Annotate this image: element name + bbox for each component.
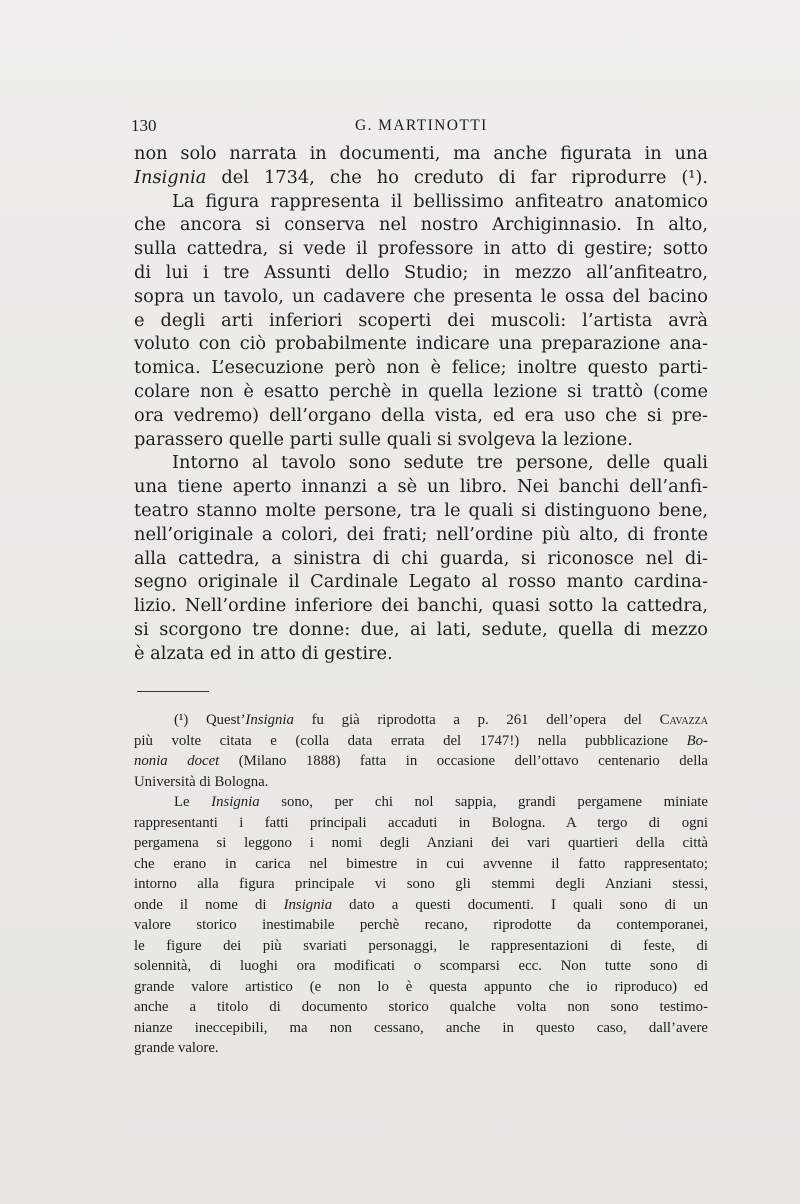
- footnote-line: più volte citata e (colla data errata del 1747!) nella pubblicazione Bo-: [134, 732, 708, 749]
- body-line: La figura rappresenta il bellissimo anfiteatro anatomico: [172, 190, 708, 212]
- running-head-author: G. MARTINOTTI: [355, 117, 488, 134]
- footnote-line: pergamena si leggono i nomi degli Anziani dei vari quartieri della città: [134, 835, 708, 851]
- footnote-line: grande valore.: [134, 1040, 219, 1056]
- footnote-line: solennità, di luoghi ora modificati o scomparsi ecc. Non tutte sono di: [134, 958, 708, 974]
- body-line: ora vedremo) dell’organo della vista, ed era uso che si pre-: [134, 404, 708, 426]
- footnote-rule: [137, 691, 209, 692]
- body-line: voluto con ciò probabilmente indicare una preparazione ana-: [134, 333, 708, 355]
- body-line: non solo narrata in documenti, ma anche figurata in una: [134, 143, 708, 164]
- body-line: e degli arti inferiori scoperti dei muscoli: l’artista avrà: [134, 309, 708, 331]
- body-line: Insignia del 1734, che ho creduto di far riprodurre (¹).: [134, 166, 708, 188]
- footnotes: [134, 710, 708, 1059]
- footnote-line: che erano in carica nel bimestre in cui avvenne il fatto rappresentato;: [134, 855, 708, 872]
- body-line: sulla cattedra, si vede il professore in atto di gestire; sotto: [134, 238, 708, 260]
- footnote-line: grande valore artistico (e non lo è questa appunto che io riproduco) ed: [134, 978, 708, 995]
- body-line: teatro stanno molte persone, tra le quali si distinguono bene,: [134, 499, 708, 521]
- main-text: [134, 142, 708, 666]
- footnote-line: onde il nome di Insignia dato a questi documenti. I quali sono di un: [134, 896, 708, 913]
- page-number: 130: [131, 116, 157, 135]
- body-line: è alzata ed in atto di gestire.: [134, 642, 393, 664]
- body-line: sopra un tavolo, un cadavere che presenta le ossa del bacino: [134, 285, 708, 307]
- footnote-line: anche a titolo di documento storico qualche volta non sono testimo-: [134, 999, 708, 1015]
- body-line: una tiene aperto innanzi a sè un libro. Nei banchi dell’anfi-: [134, 476, 708, 498]
- footnote-line: intorno alla figura principale vi sono gli stemmi degli Anziani stessi,: [134, 876, 708, 892]
- body-line: di lui i tre Assunti dello Studio; in mezzo all’anfiteatro,: [134, 261, 708, 283]
- footnote-line: nonia docet (Milano 1888) fatta in occasione dell’ottavo centenario della: [134, 753, 708, 769]
- footnote-line: valore storico inestimabile perchè recano, riprodotte da contemporanei,: [134, 917, 708, 933]
- body-line: che ancora si conserva nel nostro Archiginnasio. In alto,: [134, 214, 708, 236]
- body-line: nell’originale a colori, dei frati; nell’ordine più alto, di fronte: [134, 523, 708, 545]
- footnote-line: rappresentanti i fatti principali accaduti in Bologna. A tergo di ogni: [134, 814, 708, 831]
- running-head: [131, 116, 707, 140]
- body-line: segno originale il Cardinale Legato al rosso manto cardina-: [134, 571, 708, 593]
- body-line: lizio. Nell’ordine inferiore dei banchi, quasi sotto la cattedra,: [134, 595, 708, 617]
- body-line: Intorno al tavolo sono sedute tre persone, delle quali: [172, 452, 708, 474]
- footnote-line: Le Insignia sono, per chi nol sappia, grandi pergamene miniate: [174, 794, 708, 810]
- footnote-line: Università di Bologna.: [134, 773, 269, 790]
- body-line: si scorgono tre donne: due, ai lati, sedute, quella di mezzo: [134, 618, 708, 640]
- body-line: parassero quelle parti sulle quali si svolgeva la lezione.: [134, 428, 633, 450]
- body-line: tomica. L’esecuzione però non è felice; inoltre questo parti-: [134, 357, 708, 379]
- footnote-line: nianze ineccepibili, ma non cessano, anche in questo caso, dall’avere: [134, 1019, 708, 1036]
- body-line: colare non è esatto perchè in quella lezione si trattò (come: [134, 380, 708, 402]
- body-line: alla cattedra, a sinistra di chi guarda, si riconosce nel di-: [134, 547, 708, 569]
- footnote-line: (¹) Quest’Insignia fu già riprodotta a p. 261 dell’opera del Cavazza: [174, 712, 708, 728]
- footnote-line: le figure dei più svariati personaggi, le rappresentazioni di feste, di: [134, 937, 708, 954]
